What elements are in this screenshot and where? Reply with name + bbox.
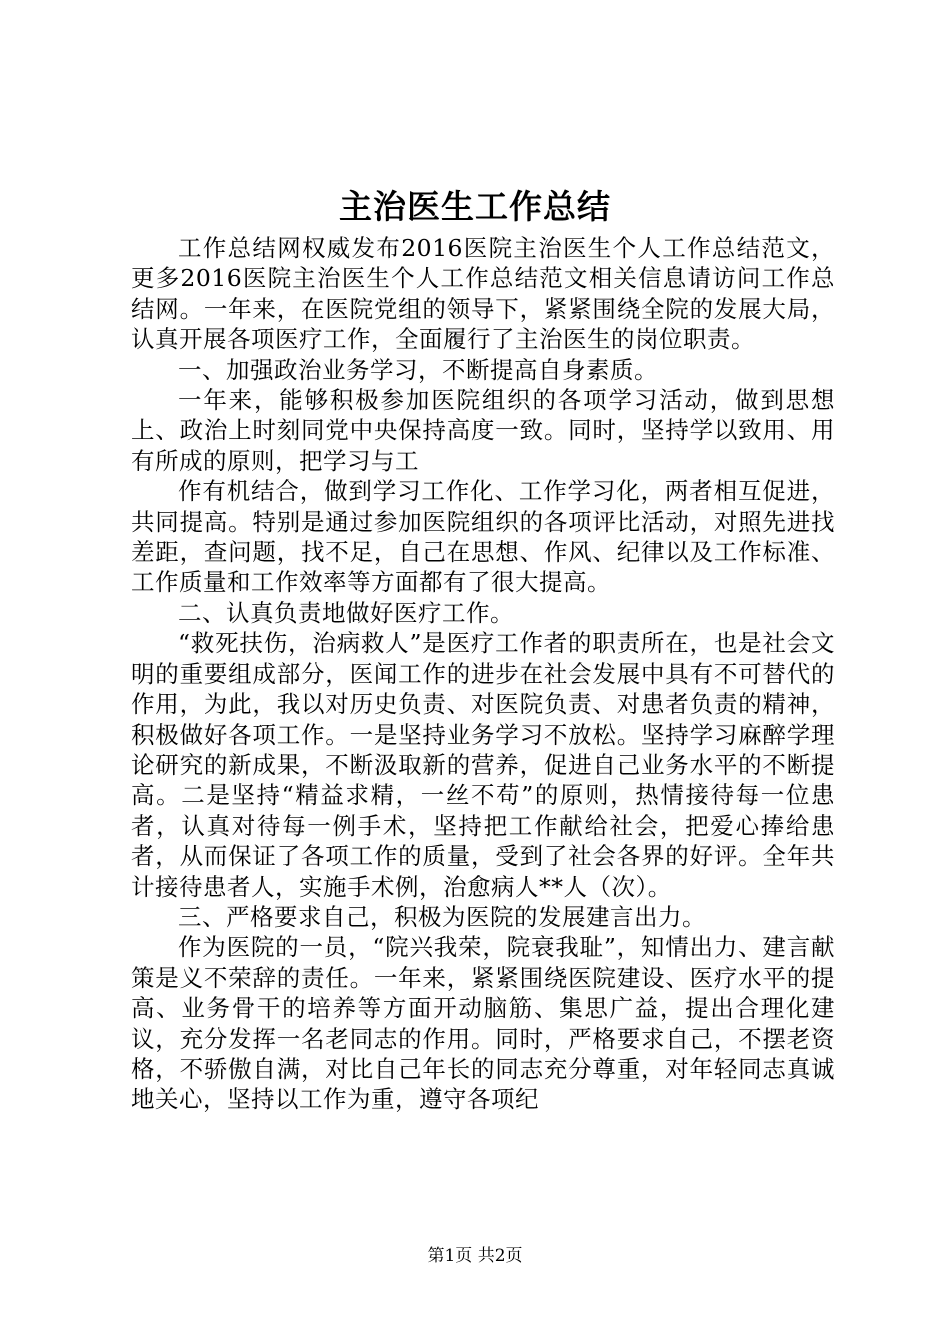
paragraph-section-1b: 作有机结合，做到学习工作化、工作学习化，两者相互促进，共同提高。特别是通过参加医院组织的各项评比活动，对照先进找差距，查问题，找不足，自己在思想、作风、纪律以及工作标准、工作质量和工作效率等方面都有了很大提高。: [131, 477, 835, 597]
document-title: 主治医生工作总结: [339, 187, 611, 226]
paragraph-section-3: 作为医院的一员，“院兴我荣，院衰我耻”，知情出力、建言献策是义不荣辞的责任。一年来，紧紧围绕医院建设、医疗水平的提高、业务骨干的培养等方面开动脑筋、集思广益，提出合理化建议，充分发挥一名老同志的作用。同时，严格要求自己，不摆老资格，不骄傲自满，对比自己年长的同志充分尊重，对年轻同志真诚地关心，坚持以工作为重，遵守各项纪: [131, 933, 835, 1114]
section-heading-3: 三、严格要求自己，积极为医院的发展建言出力。: [178, 902, 706, 931]
page-number-footer: 第1页 共2页: [427, 1246, 523, 1266]
paragraph-section-1a: 一年来，能够积极参加医院组织的各项学习活动，做到思想上、政治上时刻同党中央保持高度一致。同时，坚持学以致用、用有所成的原则，把学习与工: [131, 386, 835, 475]
paragraph-intro: 工作总结网权威发布2016医院主治医生个人工作总结范文，更多2016医院主治医生个人工作总结范文相关信息请访问工作总结网。一年来，在医院党组的领导下，紧紧围绕全院的发展大局，认真开展各项医疗工作，全面履行了主治医生的岗位职责。: [131, 234, 835, 354]
paragraph-section-2: “救死扶伤，治病救人”是医疗工作者的职责所在，也是社会文明的重要组成部分，医闻工作的进步在社会发展中具有不可替代的作用，为此，我以对历史负责、对医院负责、对患者负责的精神，积极做好各项工作。一是坚持业务学习不放松。坚持学习麻醉学理论研究的新成果，不断汲取新的营养，促进自己业务水平的不断提高。二是坚持“精益求精，一丝不苟”的原则，热情接待每一位患者，认真对待每一例手术，坚持把工作献给社会，把爱心捧给患者，从而保证了各项工作的质量，受到了社会各界的好评。全年共计接待患者人，实施手术例，治愈病人**人（次）。: [131, 629, 835, 901]
section-heading-1: 一、加强政治业务学习，不断提高自身素质。: [178, 355, 658, 384]
document-body: [131, 233, 835, 1115]
section-heading-2: 二、认真负责地做好医疗工作。: [178, 598, 514, 627]
